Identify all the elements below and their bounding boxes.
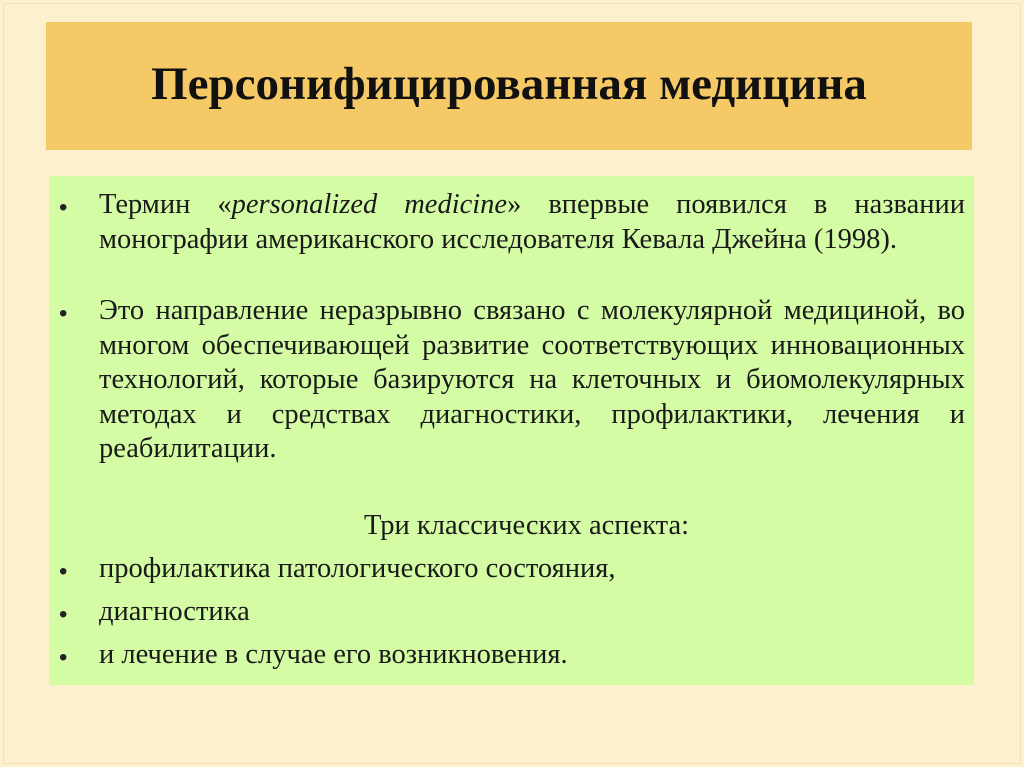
bullet-icon: •: [59, 644, 68, 671]
aspect-prevention: профилактика патологического состояния,: [99, 553, 616, 584]
slide-title: Персонифицированная медицина: [151, 57, 867, 110]
title-banner: [46, 22, 972, 150]
paragraph-molecular-medicine: Это направление неразрывно связано с молекулярной медициной, во многом обеспечивающей развитие соответствующих инновационных технологий, которые базируются на клеточных и биомолекулярных методах и средствах диагностики, профилактики, лечения и реабилитации.: [99, 295, 965, 465]
term-personalized-medicine: personalized medicine: [231, 189, 508, 220]
bullet-icon: •: [59, 558, 68, 585]
aspects-heading: Три классических аспекта:: [363, 510, 690, 541]
bullet-icon: •: [59, 194, 68, 221]
term-lead: Термин «: [99, 189, 232, 220]
paragraph-term-origin: [99, 188, 965, 257]
content-panel: [49, 176, 974, 685]
bullet-icon: •: [59, 601, 68, 628]
bullet-icon: •: [59, 300, 68, 327]
aspect-diagnostics: диагностика: [99, 596, 250, 627]
term-tail: » впервые появился в названии монографии американского исследователя Кевала Джейна (1998).: [99, 189, 965, 255]
aspect-treatment: и лечение в случае его возникновения.: [99, 639, 568, 670]
